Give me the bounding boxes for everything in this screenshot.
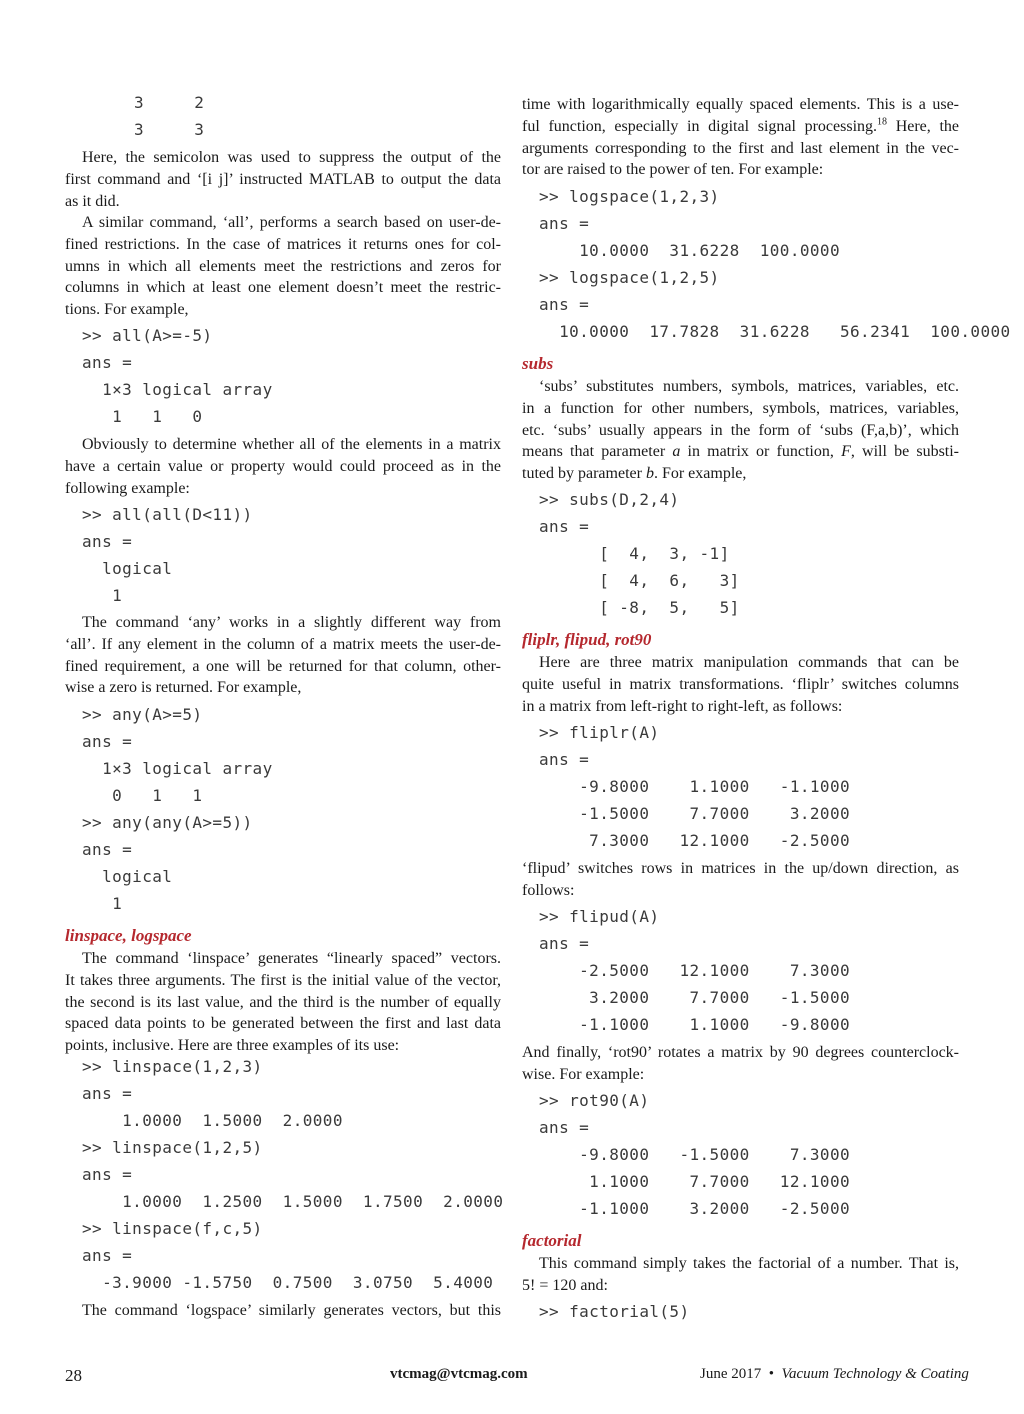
page-number: 28 (65, 1366, 82, 1385)
code-line: 1.0000 1.5000 2.0000 (82, 1111, 343, 1130)
code-line: ans = (539, 214, 590, 233)
code-line: ans = (539, 934, 590, 953)
section-heading: subs (522, 354, 554, 373)
paragraph: The command ‘linspace’ generates “linearly spaced” vectors. It takes three arguments. The first is the initial value of the vector, the second is its last value, and the third is the number of equally spaced data points to be generated between the first and last data points, inclusive. Here are three examples of its use: (65, 950, 501, 1055)
code-line: 7.3000 12.1000 -2.5000 (539, 831, 851, 850)
paragraph: A similar command, ‘all’, performs a search based on user-de- fined restrictions. In the case of matrices it returns ones for col- umns in which all elements meet the restrictions and zeros for columns in which at least one element doesn’t meet the restric- tions. For example, (65, 214, 501, 319)
code-line: 3.2000 7.7000 -1.5000 (539, 988, 851, 1007)
code-line: >> all(A>=-5) (82, 326, 213, 345)
code-line: logical (82, 559, 173, 578)
code-line: logical (82, 867, 173, 886)
code-line: 1.0000 1.2500 1.5000 1.7500 2.0000 (82, 1192, 504, 1211)
paragraph: Here, the semicolon was used to suppress the output of the first command and ‘[i j]’ instructed MATLAB to output the data as it did. (65, 149, 501, 210)
code-line: 1×3 logical array (82, 759, 273, 778)
code-line: ans = (82, 732, 133, 751)
code-line: 1 (82, 894, 123, 913)
code-line: ans = (539, 517, 590, 536)
code-line: ans = (539, 1118, 590, 1137)
magazine-title: Vacuum Technology & Coating (781, 1366, 969, 1382)
code-line: >> all(all(D<11)) (82, 505, 253, 524)
code-line: 1 (82, 586, 123, 605)
footer-email[interactable]: vtcmag@vtcmag.com (390, 1366, 528, 1382)
code-line: ans = (82, 1084, 133, 1103)
code-line: ans = (539, 295, 590, 314)
code-line: >> factorial(5) (539, 1302, 690, 1321)
code-line: 10.0000 17.7828 31.6228 56.2341 100.0000 (539, 322, 1011, 341)
code-line: 3 3 (134, 120, 205, 139)
code-line: -1.1000 3.2000 -2.5000 (539, 1199, 851, 1218)
code-line: >> flipud(A) (539, 907, 660, 926)
code-line: ans = (82, 840, 133, 859)
code-line: ans = (539, 750, 590, 769)
code-line: >> linspace(f,c,5) (82, 1219, 263, 1238)
code-line: >> linspace(1,2,5) (82, 1138, 263, 1157)
code-line: -9.8000 -1.5000 7.3000 (539, 1145, 851, 1164)
code-line: -2.5000 12.1000 7.3000 (539, 961, 851, 980)
code-line: [ 4, 3, -1] (539, 544, 730, 563)
code-line: ans = (82, 532, 133, 551)
paragraph: ‘subs’ substitutes numbers, symbols, matrices, variables, etc. in a function for other numbers, symbols, matrices, variables, etc. ‘subs’ usually appears in the form of ‘subs (F,a,b)’, which means that parameter a in matrix or function, F, will be substi- tuted by parameter b. For example, (522, 378, 960, 483)
code-line: >> logspace(1,2,5) (539, 268, 720, 287)
code-line: 1.1000 7.7000 12.1000 (539, 1172, 851, 1191)
section-heading: fliplr, flipud, rot90 (522, 630, 652, 649)
code-line: -9.8000 1.1000 -1.1000 (539, 777, 851, 796)
code-line: 1 1 0 (82, 407, 203, 426)
paragraph: The command ‘any’ works in a slightly different way from ‘all’. If any element in the column of a matrix meets the user-de- fined requirement, a one will be returned for that column, other- wise a zero is returned. For example, (65, 614, 501, 697)
code-line: >> fliplr(A) (539, 723, 660, 742)
code-line: >> any(any(A>=5)) (82, 813, 253, 832)
code-line: >> rot90(A) (539, 1091, 650, 1110)
code-line: [ 4, 6, 3] (539, 571, 740, 590)
code-line: ans = (82, 1246, 133, 1265)
code-line: -3.9000 -1.5750 0.7500 3.0750 5.4000 (82, 1273, 494, 1292)
paragraph: And finally, ‘rot90’ rotates a matrix by 90 degrees counterclock- wise. For example: (522, 1044, 959, 1083)
section-heading: linspace, logspace (65, 926, 192, 945)
paragraph: time with logarithmically equally spaced elements. This is a use- ful function, especially in digital signal processing.$^{18}$ Here, the arguments corresponding to the first and last element in the vec- tor are raised to the power of ten. For example: (522, 96, 959, 179)
code-line: 1×3 logical array (82, 380, 273, 399)
code-line: [ -8, 5, 5] (539, 598, 740, 617)
code-line: ans = (82, 1165, 133, 1184)
paragraph: ‘flipud’ switches rows in matrices in the up/down direction, as follows: (522, 860, 959, 899)
code-line: >> logspace(1,2,3) (539, 187, 720, 206)
code-line: 0 1 1 (82, 786, 203, 805)
code-line: 3 2 (134, 93, 205, 112)
footer-issue: June 2017 • Vacuum Technology & Coating (700, 1366, 969, 1382)
code-line: 10.0000 31.6228 100.0000 (539, 241, 840, 260)
code-line: ans = (82, 353, 133, 372)
section-heading: factorial (522, 1231, 582, 1250)
paragraph: Here are three matrix manipulation commands that can be quite useful in matrix transformations. ‘fliplr’ switches columns in a matrix from left-right to right-left, as follows: (522, 654, 959, 715)
paragraph: Obviously to determine whether all of the elements in a matrix have a certain value or property would could proceed as in the following example: (65, 436, 501, 497)
footnote-ref: 18 (877, 116, 888, 128)
code-line: -1.1000 1.1000 -9.8000 (539, 1015, 851, 1034)
code-line: -1.5000 7.7000 3.2000 (539, 804, 851, 823)
code-line: >> linspace(1,2,3) (82, 1057, 263, 1076)
paragraph: The command ‘logspace’ similarly generates vectors, but this (82, 1302, 501, 1319)
code-line: >> any(A>=5) (82, 705, 203, 724)
paragraph: This command simply takes the factorial of a number. That is, 5! = 120 and: (522, 1255, 959, 1294)
code-line: >> subs(D,2,4) (539, 490, 680, 509)
